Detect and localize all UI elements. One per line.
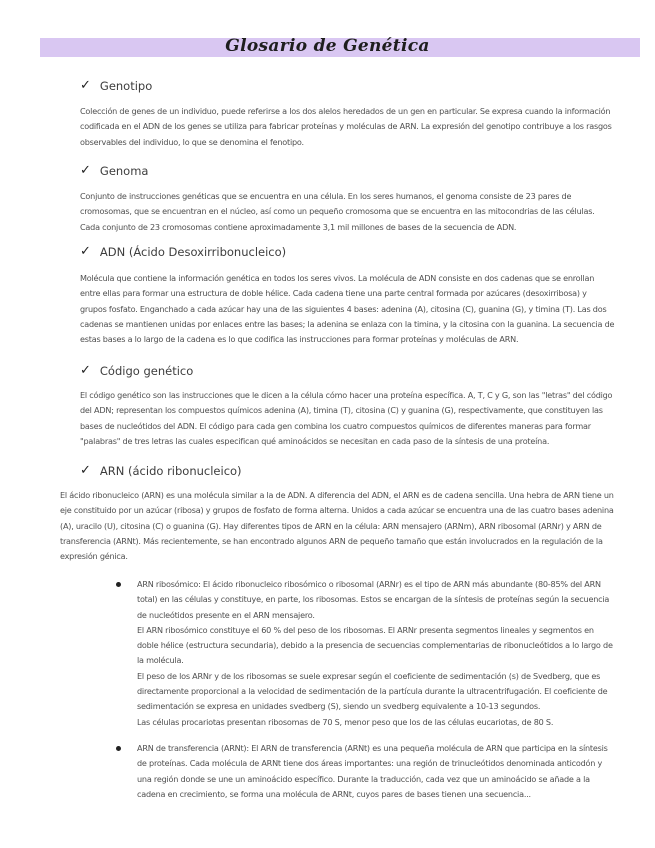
paragraph-genotipo: Colección de genes de un individuo, puede referirse a los dos alelos heredados de un gen en particular. Se expresa cuando la información codificada en el ADN de los genes se utiliza para fabricar proteínas y moléculas de ARN. La expresión del genotipo contribuye a los rasgos observables del individuo, lo que se denomina el fenotipo. [80,106,612,147]
paragraph-genoma: Conjunto de instrucciones genéticas que se encuentra en una célula. En los seres humanos, el genoma consiste de 23 pares de cromosomas, que se encuentran en el núcleo, así como un pequeño cromosoma que se encuentra en las mitocondrias de las células. Cada conjunto de 23 cromosomas contiene aproximadamente 3,1 mil millones de bases de la secuencia de ADN. [80,191,595,232]
bullet-paragraph: ARN ribosómico: El ácido ribonucleico ribosómico o ribosomal (ARNr) es el tipo de ARN más abundante (80-85% del ARN total) en las células y constituye, en parte, los ribosomas. Estos se encargan de la síntesis de proteínas según la secuencia de nucleótidos presente en el ARN mensajero. [137,579,610,620]
section-heading: Genoma [99,163,149,178]
section-heading: ARN (ácido ribonucleico) [99,463,242,478]
section-heading: Código genético [99,363,194,378]
paragraph-arn: El ácido ribonucleico (ARN) es una molécula similar a la de ADN. A diferencia del ADN, el ARN es de cadena sencilla. Una hebra de ARN tiene un eje constituido por un azúcar (ribosa) y grupos de fosfato de forma alterna. Unidos a cada azúcar se encuentra una de las cuatro bases adenina (A), uracilo (U), citosina (C) o guanina (G). Hay diferentes tipos de ARN en la célula: ARN mensajero (ARNm), ARN ribosomal (ARNr) y ARN de transferencia (ARNt). Más recientemente, se han encontrado algunos ARN de pequeño tamaño que están involucrados en la regulación de la expresión génica. [60,490,614,562]
checkmark-icon: ✓ [80,363,91,378]
bullet-paragraph: ARN de transferencia (ARNt): El ARN de transferencia (ARNt) es una pequeña molécula de ARN que participa en la síntesis de proteínas. Cada molécula de ARNt tiene dos áreas importantes: una región de trinucleótidos denominada anticodón y una región donde se une un aminoácido específico. Durante la traducción, cada vez que un aminoácido se añade a la cadena en crecimiento, se forma una molécula de ARNt, cuyos pares de bases tienen una secuencia... [137,743,608,799]
bullet-dot-icon [116,746,121,751]
bullet-paragraph: El peso de los ARNr y de los ribosomas se suele expresar según el coeficiente de sedimentación (s) de Svedberg, que es directamente proporcional a la velocidad de sedimentación de la partícula durante la ultracentrifugación. El coeficiente de sedimentación se expresa en unidades svedberg (S), siendo un svedberg equivalente a 10-13 segundos. [137,670,608,712]
bullet-dot-icon [116,582,121,587]
paragraph-codigo-genetico: El código genético son las instrucciones que le dicen a la célula cómo hacer una proteína específica. A, T, C y G, son las "letras" del código del ADN; representan los compuestos químicos adenina (A), timina (T), citosina (C) y guanina (G), respectivamente, que constituyen las bases de nucleótidos del ADN. El código para cada gen combina los cuatro compuestos químicos de diferentes maneras para formar "palabras" de tres letras las cuales especifican qué aminoácidos se necesitan en cada paso de la síntesis de una proteína. [80,390,613,446]
bullet-arn-ribosomico [137,577,615,730]
heading-genotipo [80,78,152,93]
checkmark-icon: ✓ [80,463,91,478]
bullet-arn-transferencia [137,741,615,802]
section-heading: ADN (Ácido Desoxirribonucleico) [99,244,287,259]
heading-adn [80,244,286,259]
checkmark-icon: ✓ [80,244,91,259]
section-heading: Genotipo [99,78,153,93]
heading-arn [80,463,242,478]
bullet-paragraph: El ARN ribosómico constituye el 60 % del peso de los ribosomas. El ARNr presenta segmentos lineales y segmentos en doble hélice (estructura secundaria), debido a la presencia de secuencias complementarias de ribonucleótidos a lo largo de la molécula. [137,624,613,666]
checkmark-icon: ✓ [80,78,91,93]
paragraph-adn: Molécula que contiene la información genética en todos los seres vivos. La molécula de ADN consiste en dos cadenas que se enrollan entre ellas para formar una estructura de doble hélice. Cada cadena tiene una parte central formada por azúcares (desoxirribosa) y grupos fosfato. Enganchado a cada azúcar hay una de las siguientes 4 bases: adenina (A), citosina (C), guanina (G), y timina (T). Las dos cadenas se mantienen unidas por enlaces entre las bases; la adenina se enlaza con la timina, y la citosina con la guanina. La secuencia de estas bases a lo largo de la cadena es lo que codifica las instrucciones para formar proteínas y moléculas de ARN. [80,273,615,345]
heading-genoma [80,163,148,178]
page-title: Glosario de Genética [225,36,430,56]
checkmark-icon: ✓ [80,163,91,178]
bullet-paragraph: Las células procariotas presentan ribosomas de 70 S, menor peso que los de las células eucariotas, de 80 S. [137,716,554,727]
heading-codigo-genetico [80,363,193,378]
